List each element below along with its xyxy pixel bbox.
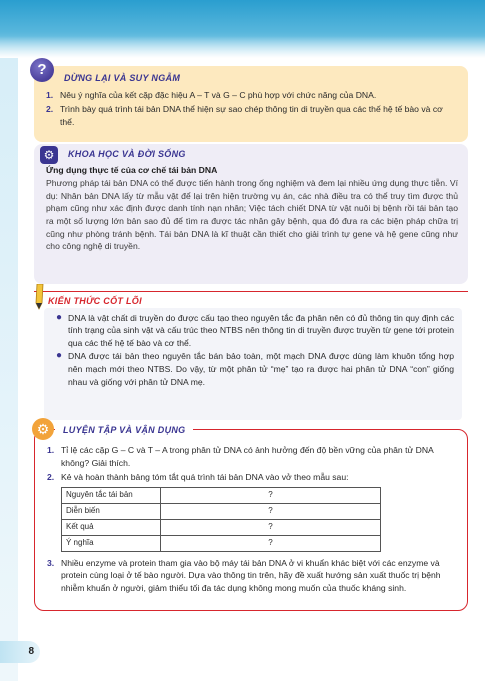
question-text: Nêu ý nghĩa của kết cặp đặc hiệu A – T và G – C phù hợp với chức năng của DNA. (60, 89, 377, 100)
gears-icon: ⚙ (32, 418, 54, 440)
reflection-section (34, 61, 468, 142)
bullet-text: DNA là vật chất di truyền do được cấu tạo theo nguyên tắc đa phân nên có đủ thông tin quy định các tính trạng của sinh vật và cấu trúc theo NTBS nên thông tin di truyền được truyền từ gene tới protein qua các thế hệ tế bào và cơ thể. (68, 312, 454, 348)
table-cell-label: Nguyên tắc tái bản (62, 487, 161, 503)
summary-table (61, 487, 381, 552)
list-item (47, 557, 457, 595)
bullet-dot: ● (56, 350, 63, 362)
top-banner (0, 0, 485, 58)
pen-icon (34, 284, 44, 310)
list-item (54, 350, 454, 388)
question-icon: ? (30, 58, 54, 82)
table-cell-value: ? (161, 503, 381, 519)
table-cell-value: ? (161, 487, 381, 503)
core-knowledge-section (34, 291, 468, 421)
table-cell-value: ? (161, 535, 381, 551)
bullet-dot: ● (56, 311, 63, 323)
table-cell-label: Kết quả (62, 519, 161, 535)
bullet-text: DNA được tái bản theo nguyên tắc bán bảo toàn, một mạch DNA được dùng làm khuôn tổng hợp nên mạch mới theo NTBS. Do vậy, từ một phân tử “mẹ” tạo ra được hai phân tử DNA “con” giống nhau và giống với phân tử DNA mẹ. (68, 351, 454, 387)
science-life-body: Phương pháp tái bản DNA có thể được tiến hành trong ống nghiệm và đem lại nhiều ứng dụng thực tiễn. Ví dụ: Nhân bản DNA lấy từ mẫu vật để lại trên hiện trường vụ án, các nhà điều tra có thể truy tìm được thủ phạm cũng như xác định được danh tính nạn nhân; Việc tách chiết DNA từ vật nuôi bị bệnh rồi tái bản tạo ra một số lượng lớn bản sao đủ để tìm ra được tác nhân gây bệnh, qua đó đưa ra các biện pháp chữa trị cũng như phòng tránh bệnh. Tái bản DNA là kĩ thuật cần thiết cho giải trình tự gene và hệ gene cũng như cho công nghệ di truyền. (46, 178, 458, 252)
science-life-subtitle: Ứng dụng thực tế của cơ chế tái bản DNA (46, 164, 218, 175)
question-number: 2. (46, 104, 54, 115)
question-number: 1. (46, 89, 54, 100)
practice-content (47, 444, 457, 595)
list-item (47, 444, 457, 469)
question-number: 3. (47, 557, 55, 568)
list-item (46, 89, 458, 102)
table-cell-label: Diễn biến (62, 503, 161, 519)
side-strip (0, 58, 18, 681)
question-text: Trình bày quá trình tái bản DNA thể hiện sự sao chép thông tin di truyền qua các thế hệ tế bào và cơ thể. (60, 104, 443, 127)
practice-title: LUYỆN TẬP VÀ VẬN DỤNG (63, 425, 186, 435)
question-text: Nhiều enzyme và protein tham gia vào bộ máy tái bản DNA ở vi khuẩn khác biệt với các enzyme và protein cùng loại ở tế bào người. Dựa vào thông tin trên, hãy đề xuất hướng sản xuất thuốc trị bệnh nhiễm khuẩn ở người, giảm thiểu tối đa tác dụng không mong muốn của thuốc kháng sinh. (61, 557, 441, 593)
core-knowledge-list (48, 312, 460, 389)
practice-questions-continued (47, 557, 457, 595)
page-number: 8 (0, 641, 40, 663)
list-item (54, 312, 454, 350)
practice-titlebar (55, 422, 193, 438)
science-life-section (34, 144, 468, 284)
science-life-title: KHOA HỌC VÀ ĐỜI SỐNG (68, 149, 186, 159)
question-number: 1. (47, 445, 55, 455)
table-cell-label: Ý nghĩa (62, 535, 161, 551)
practice-questions (47, 444, 457, 484)
practice-section (34, 421, 468, 611)
gear-science-icon: ⚙ (40, 146, 58, 164)
table-cell-value: ? (161, 519, 381, 535)
question-text: Tỉ lệ các cặp G – C và T – A trong phân tử DNA có ảnh hưởng đến độ bền vững của phân tử DNA không? Giải thích. (61, 445, 434, 468)
table-row (62, 519, 381, 535)
list-item (46, 103, 458, 128)
list-item (47, 471, 457, 484)
reflection-title: DỪNG LẠI VÀ SUY NGẪM (64, 73, 181, 83)
question-text: Kẻ và hoàn thành bảng tóm tắt quá trình tái bản DNA vào vở theo mẫu sau: (61, 472, 349, 483)
question-number: 2. (47, 472, 55, 483)
table-row (62, 503, 381, 519)
table-row (62, 535, 381, 551)
core-knowledge-title: KIẾN THỨC CỐT LÕI (48, 296, 142, 306)
reflection-questions (46, 89, 458, 129)
table-row (62, 487, 381, 503)
